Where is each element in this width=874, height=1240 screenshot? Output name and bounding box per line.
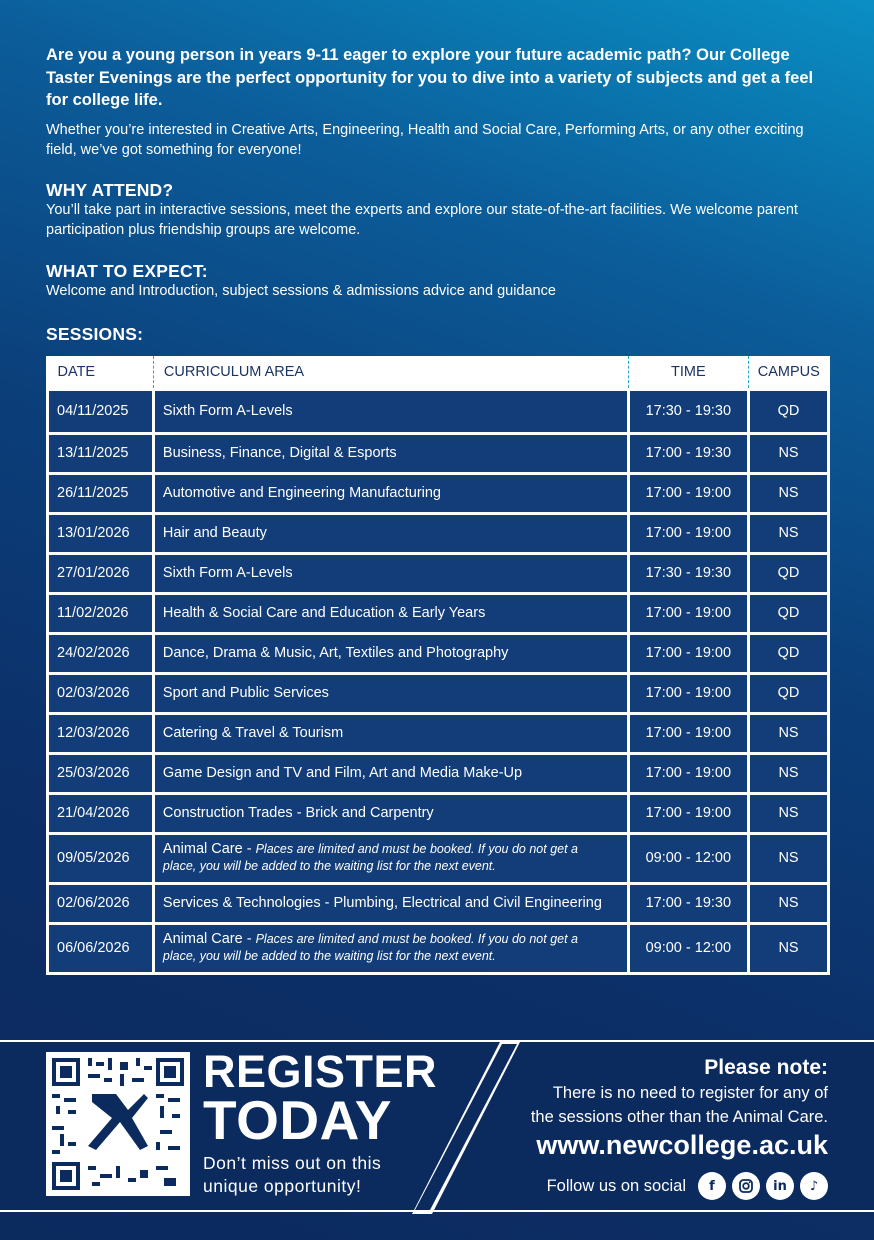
session-area-label: Sixth Form A-Levels bbox=[162, 565, 293, 581]
session-area-label: Health & Social Care and Education & Early Years bbox=[162, 605, 486, 621]
please-note-title: Please note: bbox=[704, 1056, 828, 1079]
session-date: 12/03/2026 bbox=[48, 713, 154, 753]
session-time: 09:00 - 12:00 bbox=[628, 923, 748, 973]
session-date: 06/06/2026 bbox=[48, 923, 154, 973]
session-curriculum-area bbox=[153, 883, 628, 923]
table-row bbox=[48, 713, 829, 753]
sessions-header-row bbox=[48, 356, 829, 389]
session-curriculum-area bbox=[153, 473, 628, 513]
table-row bbox=[48, 793, 829, 833]
session-date: 02/06/2026 bbox=[48, 883, 154, 923]
session-time: 17:00 - 19:00 bbox=[628, 753, 748, 793]
session-curriculum-area bbox=[153, 713, 628, 753]
session-date: 27/01/2026 bbox=[48, 553, 154, 593]
session-curriculum-area bbox=[153, 793, 628, 833]
session-area-label: Hair and Beauty bbox=[162, 525, 267, 541]
table-row bbox=[48, 673, 829, 713]
table-row bbox=[48, 753, 829, 793]
session-date: 13/11/2025 bbox=[48, 433, 154, 473]
session-time: 17:00 - 19:00 bbox=[628, 633, 748, 673]
session-curriculum-area bbox=[153, 633, 628, 673]
why-attend-text: You’ll take part in interactive sessions, meet the experts and explore our state-of-the-art facilities. We welcome parent participation plus friendship groups are welcome. bbox=[46, 201, 798, 238]
session-curriculum-area bbox=[153, 553, 628, 593]
session-time: 17:30 - 19:30 bbox=[628, 553, 748, 593]
session-area-label: Sport and Public Services bbox=[162, 685, 329, 701]
session-time: 17:00 - 19:00 bbox=[628, 593, 748, 633]
header-campus: CAMPUS bbox=[749, 356, 829, 389]
session-booking-note: Places are limited and must be booked. If you do not get a place, you will be added to the waiting list for the next event. bbox=[162, 932, 578, 963]
session-area-label: Animal Care - bbox=[162, 841, 256, 857]
session-area-label: Animal Care - bbox=[162, 931, 256, 947]
session-area-label: Dance, Drama & Music, Art, Textiles and Photography bbox=[162, 645, 509, 661]
session-campus: QD bbox=[749, 633, 829, 673]
header-curriculum-area: CURRICULUM AREA bbox=[153, 356, 628, 389]
session-time: 17:30 - 19:30 bbox=[628, 389, 748, 433]
session-curriculum-area bbox=[153, 753, 628, 793]
session-date: 11/02/2026 bbox=[48, 593, 154, 633]
session-time: 17:00 - 19:00 bbox=[628, 513, 748, 553]
table-row bbox=[48, 923, 829, 973]
table-row bbox=[48, 433, 829, 473]
sessions-heading: SESSIONS: bbox=[46, 324, 144, 344]
table-row bbox=[48, 633, 829, 673]
session-campus: NS bbox=[749, 833, 829, 883]
session-time: 17:00 - 19:00 bbox=[628, 713, 748, 753]
sessions-body bbox=[48, 389, 829, 973]
intro-bold-text: Are you a young person in years 9-11 eager to explore your future academic path? Our College Taster Evenings are the perfect opportunity for you to dive into a variety of subjects and get a feel for college life. bbox=[46, 46, 814, 109]
session-date: 21/04/2026 bbox=[48, 793, 154, 833]
instagram-icon[interactable] bbox=[732, 1172, 760, 1200]
intro-text: Whether you’re interested in Creative Arts, Engineering, Health and Social Care, Performing Arts, or any other exciting field, we’ve got something for everyone! bbox=[46, 121, 804, 158]
sessions-table bbox=[46, 356, 830, 975]
social-row bbox=[547, 1172, 828, 1200]
please-note-block bbox=[531, 1056, 828, 1128]
session-campus: QD bbox=[749, 593, 829, 633]
session-curriculum-area bbox=[153, 673, 628, 713]
session-time: 09:00 - 12:00 bbox=[628, 833, 748, 883]
session-campus: NS bbox=[749, 713, 829, 753]
table-row bbox=[48, 389, 829, 433]
session-time: 17:00 - 19:00 bbox=[628, 793, 748, 833]
session-campus: NS bbox=[749, 513, 829, 553]
session-date: 09/05/2026 bbox=[48, 833, 154, 883]
session-campus: NS bbox=[749, 753, 829, 793]
session-area-label: Business, Finance, Digital & Esports bbox=[162, 445, 397, 461]
session-time: 17:00 - 19:30 bbox=[628, 433, 748, 473]
follow-social-label: Follow us on social bbox=[546, 1176, 686, 1195]
table-row bbox=[48, 593, 829, 633]
session-curriculum-area bbox=[153, 833, 628, 883]
table-row bbox=[48, 553, 829, 593]
session-campus: QD bbox=[749, 673, 829, 713]
register-line: REGISTER bbox=[203, 1046, 438, 1097]
tiktok-icon[interactable]: ♪ bbox=[800, 1172, 828, 1200]
session-campus: NS bbox=[749, 473, 829, 513]
session-curriculum-area bbox=[153, 513, 628, 553]
tagline-line-2: unique opportunity! bbox=[203, 1176, 362, 1196]
linkedin-icon[interactable]: in bbox=[766, 1172, 794, 1200]
table-row bbox=[48, 473, 829, 513]
session-curriculum-area bbox=[153, 389, 628, 433]
session-curriculum-area bbox=[153, 593, 628, 633]
session-date: 13/01/2026 bbox=[48, 513, 154, 553]
session-area-label: Construction Trades - Brick and Carpentry bbox=[162, 805, 434, 821]
header-date: DATE bbox=[48, 356, 154, 389]
session-area-label: Game Design and TV and Film, Art and Media Make-Up bbox=[162, 765, 523, 781]
register-today-title bbox=[203, 1046, 438, 1151]
session-time: 17:00 - 19:30 bbox=[628, 883, 748, 923]
please-note-line-2: the sessions other than the Animal Care. bbox=[530, 1108, 828, 1126]
session-date: 04/11/2025 bbox=[48, 389, 154, 433]
session-date: 24/02/2026 bbox=[48, 633, 154, 673]
tagline-line-1: Don’t miss out on this bbox=[203, 1153, 382, 1173]
footer-banner bbox=[0, 1040, 874, 1212]
what-to-expect-heading: WHAT TO EXPECT: bbox=[46, 260, 208, 281]
header-time: TIME bbox=[628, 356, 748, 389]
session-campus: NS bbox=[749, 793, 829, 833]
session-curriculum-area bbox=[153, 923, 628, 973]
session-date: 26/11/2025 bbox=[48, 473, 154, 513]
session-area-label: Services & Technologies - Plumbing, Electrical and Civil Engineering bbox=[162, 895, 602, 911]
table-row bbox=[48, 883, 829, 923]
qr-code[interactable] bbox=[46, 1052, 190, 1196]
session-campus: QD bbox=[749, 553, 829, 593]
session-area-label: Automotive and Engineering Manufacturing bbox=[162, 485, 441, 501]
session-campus: NS bbox=[749, 923, 829, 973]
table-row bbox=[48, 833, 829, 883]
session-date: 02/03/2026 bbox=[48, 673, 154, 713]
website-link[interactable]: www.newcollege.ac.uk bbox=[536, 1130, 828, 1160]
session-campus: NS bbox=[749, 883, 829, 923]
tagline bbox=[203, 1152, 381, 1198]
session-curriculum-area bbox=[153, 433, 628, 473]
session-date: 25/03/2026 bbox=[48, 753, 154, 793]
qr-code-icon bbox=[52, 1058, 184, 1190]
session-area-label: Catering & Travel & Tourism bbox=[162, 725, 344, 741]
please-note-line-1: There is no need to register for any of bbox=[552, 1084, 828, 1102]
session-time: 17:00 - 19:00 bbox=[628, 473, 748, 513]
session-booking-note: Places are limited and must be booked. If you do not get a place, you will be added to the waiting list for the next event. bbox=[162, 842, 578, 873]
session-campus: NS bbox=[749, 433, 829, 473]
session-campus: QD bbox=[749, 389, 829, 433]
what-to-expect-text: Welcome and Introduction, subject sessions & admissions advice and guidance bbox=[46, 282, 556, 299]
today-line: TODAY bbox=[203, 1089, 392, 1151]
intro-section bbox=[46, 44, 832, 301]
session-time: 17:00 - 19:00 bbox=[628, 673, 748, 713]
why-attend-heading: WHY ATTEND? bbox=[46, 179, 174, 200]
facebook-icon[interactable]: f bbox=[698, 1172, 726, 1200]
table-row bbox=[48, 513, 829, 553]
session-area-label: Sixth Form A-Levels bbox=[162, 403, 293, 419]
